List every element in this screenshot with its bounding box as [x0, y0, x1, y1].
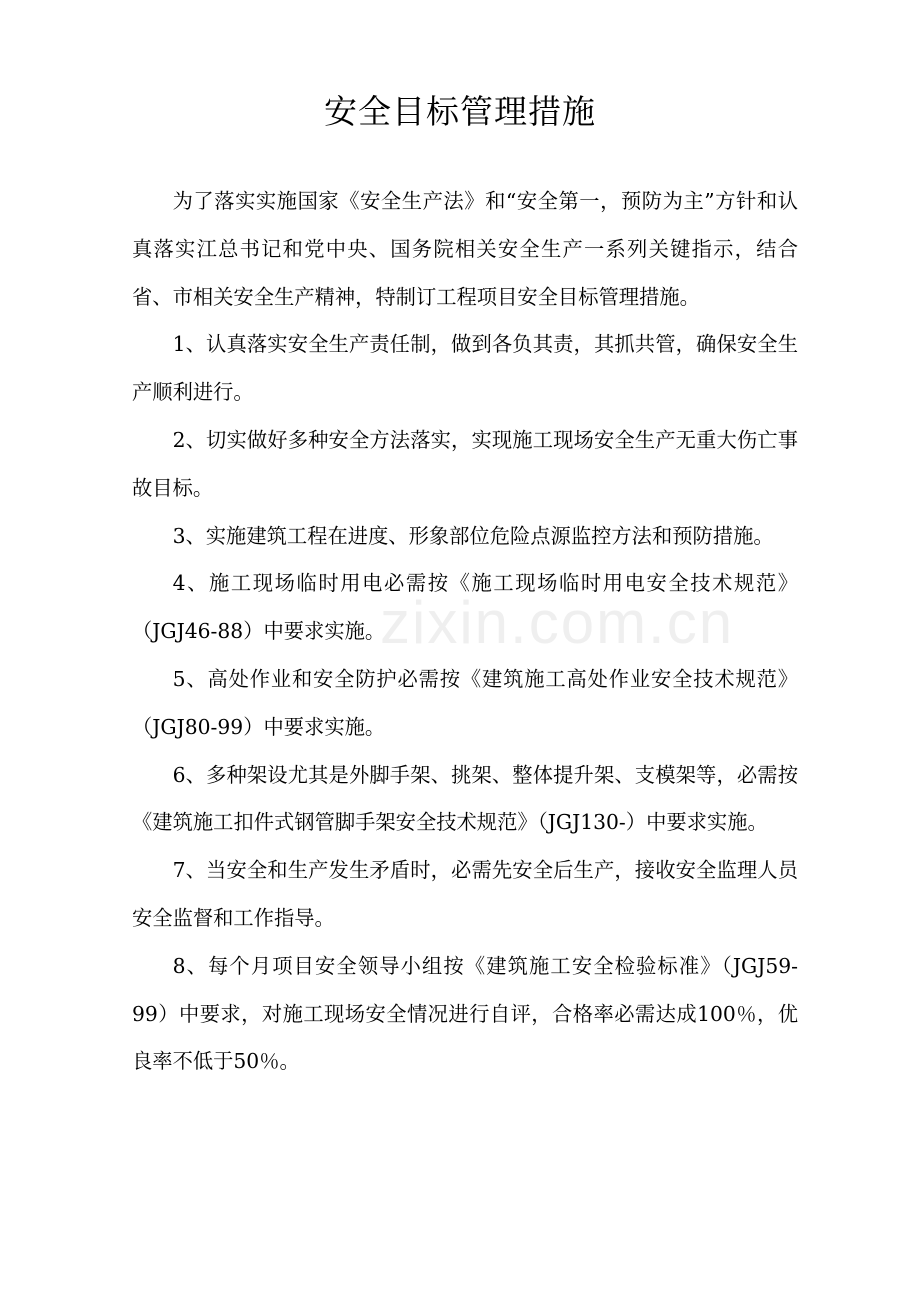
document-body	[132, 178, 798, 1086]
paragraph-item-5: 5、高处作业和安全防护必需按《建筑施工高处作业安全技术规范》（JGJ80-99）中要求实施。	[132, 666, 798, 739]
paragraph-item-1: 1、认真落实安全生产责任制，做到各负其责，其抓共管，确保安全生产顺利进行。	[132, 332, 798, 405]
paragraph-item-3: 3、实施建筑工程在进度、形象部位危险点源监控方法和预防措施。	[172, 523, 774, 548]
paragraph-item-7: 7、当安全和生产发生矛盾时，必需先安全后生产，接收安全监理人员安全监督和工作指导。	[132, 858, 798, 930]
paragraph-intro: 为了落实实施国家《安全生产法》和“安全第一，预防为主”方针和认真落实江总书记和党中央、国务院相关安全生产一系列关键指示，结合省、市相关安全生产精神，特制订工程项目安全目标管理措施。	[132, 189, 798, 309]
paragraph-item-6: 6、多种架设尤其是外脚手架、挑架、整体提升架、支模架等，必需按《建筑施工扣件式钢管脚手架安全技术规范》（JGJ130-）中要求实施。	[132, 762, 798, 835]
watermark: zixin.com.cn	[380, 589, 735, 656]
paragraph-item-8: 8、每个月项目安全领导小组按《建筑施工安全检验标准》（JGJ59-99）中要求，对施工现场安全情况进行自评，合格率必需达成100％，优良率不低于50％。	[132, 953, 798, 1074]
paragraph-item-4: 4、施工现场临时用电必需按《施工现场临时用电安全技术规范》（JGJ46-88）中要求实施。	[132, 571, 798, 644]
document-title: 安全目标管理措施	[324, 92, 596, 131]
paragraph-item-2: 2、切实做好多种安全方法落实，实现施工现场安全生产无重大伤亡事故目标。	[132, 427, 798, 500]
